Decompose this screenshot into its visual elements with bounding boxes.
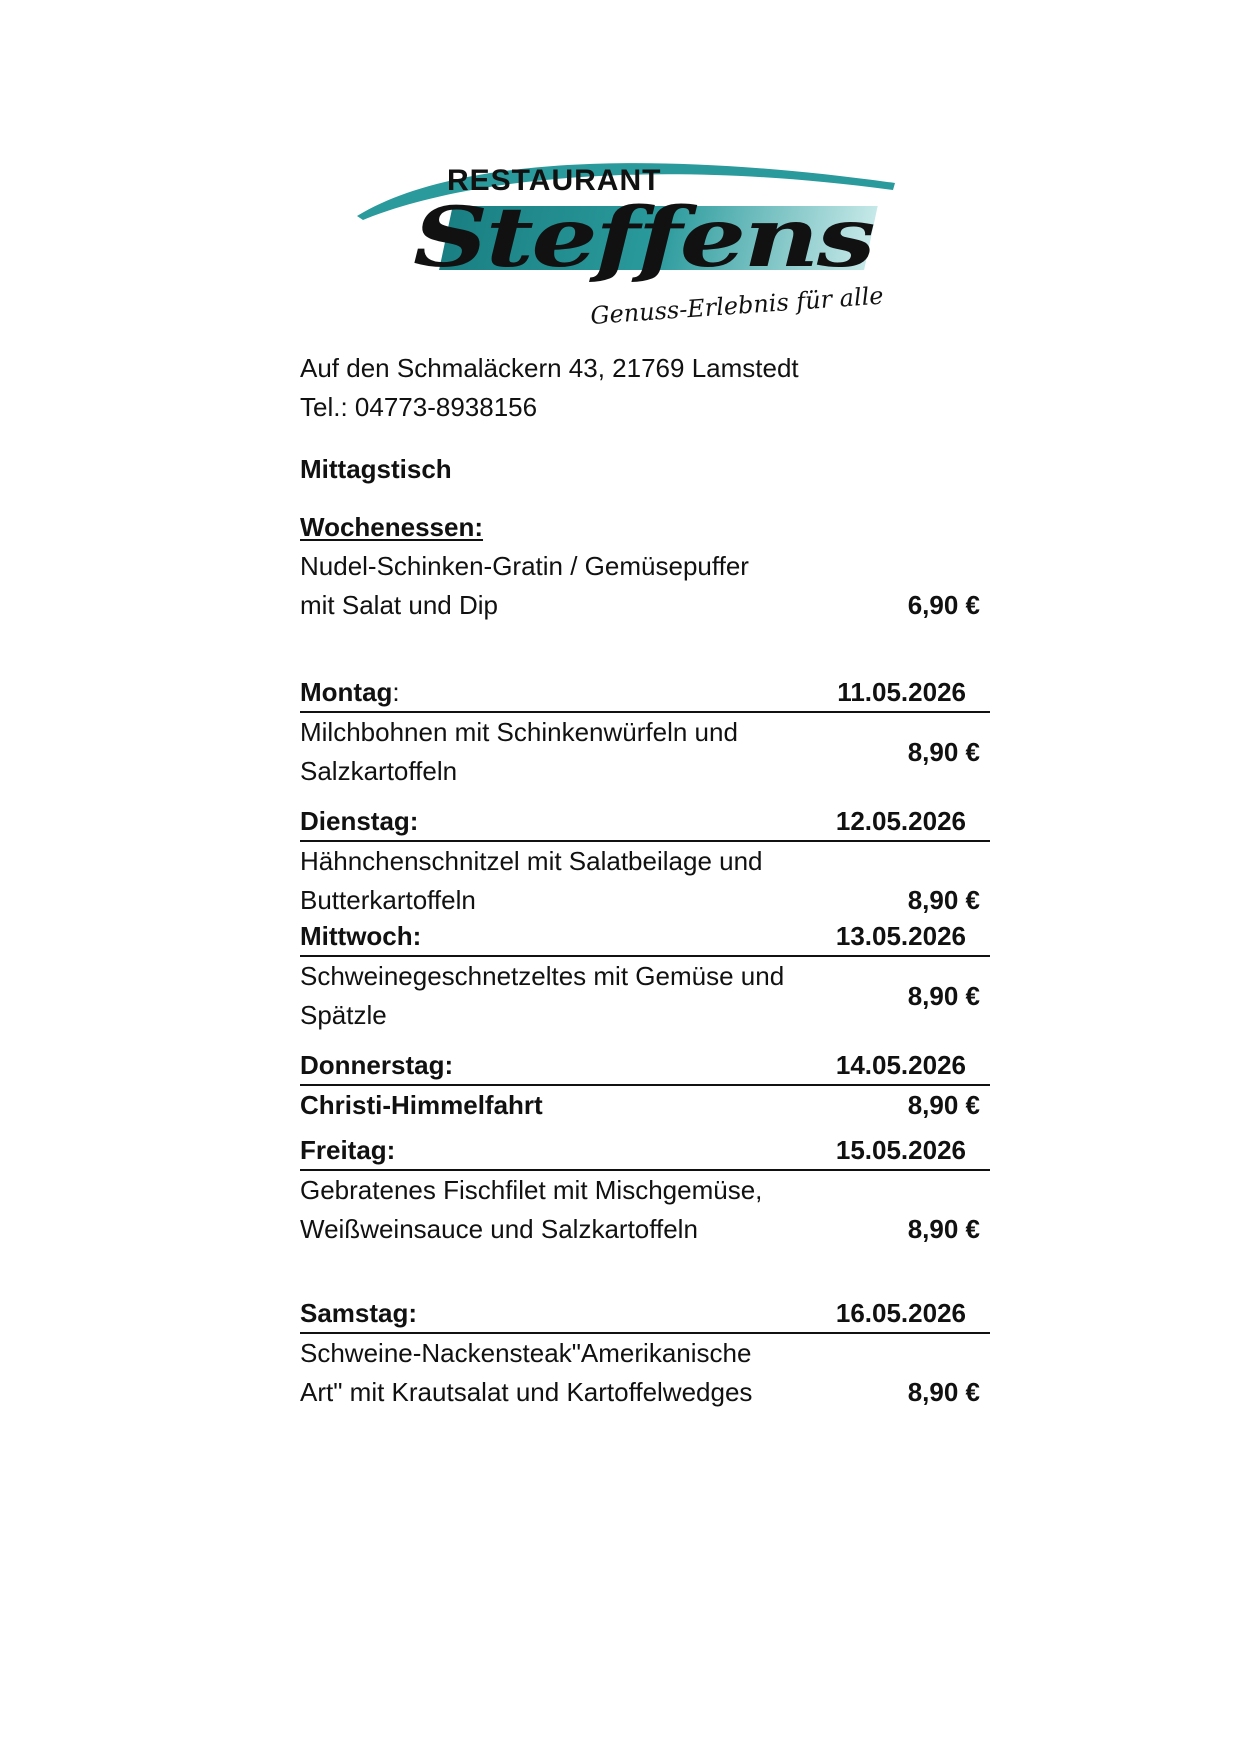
weekly-dish-section [300,508,990,625]
dish-line1: Schweine-Nackensteak"Amerikanische [300,1338,752,1368]
dish-line2: Spätzle [300,1000,387,1030]
dish-line2: Butterkartoffeln [300,885,476,915]
dish-line1: Hähnchenschnitzel mit Salatbeilage und [300,846,763,876]
dish-line1: Milchbohnen mit Schinkenwürfeln und [300,717,738,747]
dish-line1: Schweinegeschnetzeltes mit Gemüse und [300,961,785,991]
dish-price: 8,90 € [907,1377,980,1407]
day-thursday [300,1047,990,1125]
day-colon: : [392,677,400,707]
day-monday [300,674,990,791]
weekly-dish-line2: mit Salat und Dip [300,590,498,620]
logo-top-text: RESTAURANT [447,164,662,197]
day-label: Donnerstag: [300,1050,454,1080]
day-label: Samstag: [300,1298,418,1328]
day-date: 14.05.2026 [835,1050,966,1080]
day-wednesday [300,918,990,1035]
logo-slogan: Genuss-Erlebnis für alle [589,281,885,330]
day-date: 11.05.2026 [837,677,966,707]
dish-price: 8,90 € [907,1090,980,1120]
weekly-title: Wochenessen: [300,512,484,542]
day-saturday [300,1295,990,1412]
day-label: Freitag: [300,1135,396,1165]
weekly-dish-line1: Nudel-Schinken-Gratin / Gemüsepuffer [300,551,749,581]
logo-name: Steffens [413,190,875,286]
page-title: Mittagstisch [300,454,452,484]
day-label: Montag [300,677,393,707]
day-date: 15.05.2026 [835,1135,966,1165]
dish-price: 8,90 € [907,1214,980,1244]
dish-price: 8,90 € [907,980,980,1011]
dish-line1: Gebratenes Fischfilet mit Mischgemüse, [300,1175,763,1205]
day-tuesday [300,803,990,920]
dish-line1: Christi-Himmelfahrt [300,1090,543,1120]
dish-line2: Salzkartoffeln [300,756,458,786]
dish-line2: Weißweinsauce und Salzkartoffeln [300,1214,698,1244]
day-label: Mittwoch: [300,921,422,951]
dish-price: 8,90 € [907,885,980,915]
dish-price: 8,90 € [907,736,980,767]
day-date: 16.05.2026 [835,1298,966,1328]
day-label: Dienstag: [300,806,419,836]
day-friday [300,1132,990,1249]
street-address: Auf den Schmaläckern 43, 21769 Lamstedt [300,353,799,383]
address-block [300,349,990,427]
restaurant-logo [355,148,915,338]
phone-number: Tel.: 04773-8938156 [300,392,538,422]
dish-line2: Art" mit Krautsalat und Kartoffelwedges [300,1377,753,1407]
weekly-price: 6,90 € [907,590,980,620]
day-date: 13.05.2026 [835,921,966,951]
day-date: 12.05.2026 [835,806,966,836]
